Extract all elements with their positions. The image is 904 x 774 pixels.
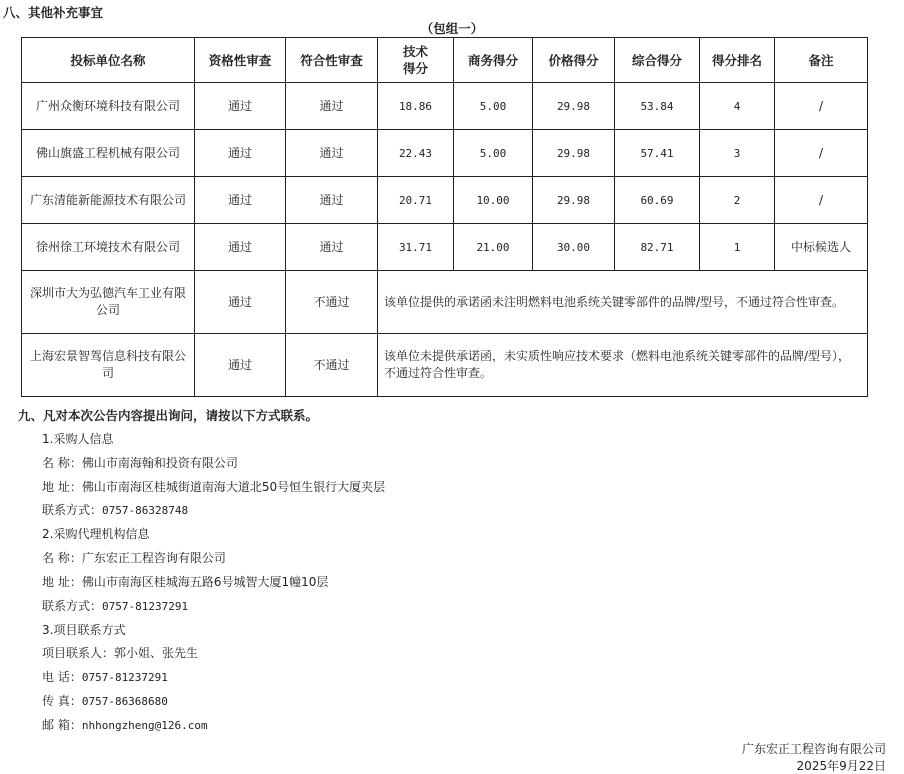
rejection-reason: 该单位未提供承诺函，未实质性响应技术要求（燃料电池系统关键零部件的品牌/型号），不通过符合性审查。: [378, 334, 868, 397]
compliance-result: 不通过: [286, 271, 378, 334]
project-heading: 3.项目联系方式: [42, 623, 126, 637]
qualification-result: 通过: [195, 177, 286, 224]
label: 项目联系人：: [42, 646, 115, 660]
remark: /: [775, 83, 868, 130]
project-tel: 0757-81237291: [81, 671, 168, 684]
rank: 2: [700, 177, 775, 224]
tech-score: 31.71: [378, 224, 454, 271]
label: 地 址：: [42, 480, 82, 494]
project-tel-line: [42, 668, 168, 685]
purchaser-address: 佛山市南海区桂城街道南海大道北50号恒生银行大厦夹层: [81, 480, 386, 494]
section-9-title: 九、凡对本次公告内容提出询问，请按以下方式联系。: [18, 408, 319, 423]
package-subtitle: （包组一）: [420, 21, 484, 36]
rank: 3: [700, 130, 775, 177]
label: 传 真：: [42, 694, 82, 708]
agency-phone-line: [42, 597, 188, 614]
qualification-result: 通过: [195, 271, 286, 334]
remark: 中标候选人: [775, 224, 868, 271]
signature-company: 广东宏正工程咨询有限公司: [741, 742, 886, 756]
header-price-score: 价格得分: [533, 38, 615, 83]
table-row: [22, 83, 868, 130]
total-score: 57.41: [615, 130, 700, 177]
purchaser-phone: 0757-86328748: [102, 504, 189, 517]
qualification-result: 通过: [195, 224, 286, 271]
bidder-name: 广州众衡环境科技有限公司: [22, 83, 195, 130]
project-email: nhhongzheng@126.com: [81, 719, 208, 732]
bidder-name: 广东清能新能源技术有限公司: [22, 177, 195, 224]
qualification-result: 通过: [195, 130, 286, 177]
compliance-result: 通过: [286, 224, 378, 271]
price-score: 29.98: [533, 177, 615, 224]
table-row: [22, 130, 868, 177]
business-score: 5.00: [454, 130, 533, 177]
label: 联系方式：: [42, 599, 103, 613]
header-bidder: 投标单位名称: [22, 38, 195, 83]
compliance-result: 通过: [286, 83, 378, 130]
table-row: [22, 271, 868, 334]
label: 联系方式：: [42, 503, 103, 517]
table-row: [22, 224, 868, 271]
rank: 4: [700, 83, 775, 130]
tech-score: 22.43: [378, 130, 454, 177]
agency-address-line: [42, 573, 328, 590]
bidder-name: 徐州徐工环境技术有限公司: [22, 224, 195, 271]
purchaser-address-line: [42, 478, 385, 495]
table-header-row: [22, 38, 868, 83]
table-row: [22, 334, 868, 397]
tech-score: 20.71: [378, 177, 454, 224]
header-qualification: 资格性审查: [195, 38, 286, 83]
purchaser-phone-line: [42, 501, 188, 518]
project-fax-line: [42, 692, 168, 709]
compliance-result: 通过: [286, 177, 378, 224]
project-contact: 郭小姐、张先生: [114, 646, 199, 660]
label: 地 址：: [42, 575, 82, 589]
bidder-name: 佛山旗盛工程机械有限公司: [22, 130, 195, 177]
rank: 1: [700, 224, 775, 271]
agency-name: 广东宏正工程咨询有限公司: [81, 551, 226, 565]
header-remark: 备注: [775, 38, 868, 83]
label: 名 称：: [42, 456, 82, 470]
purchaser-name-line: [42, 454, 238, 471]
bid-results-table: [21, 37, 868, 397]
agency-heading: 2.采购代理机构信息: [42, 527, 150, 541]
section-8-title: 八、其他补充事宜: [3, 5, 104, 20]
total-score: 53.84: [615, 83, 700, 130]
agency-name-line: [42, 549, 226, 566]
label: 邮 箱：: [42, 718, 82, 732]
business-score: 10.00: [454, 177, 533, 224]
qualification-result: 通过: [195, 83, 286, 130]
header-business-score: 商务得分: [454, 38, 533, 83]
label: 电 话：: [42, 670, 82, 684]
business-score: 21.00: [454, 224, 533, 271]
purchaser-heading: 1.采购人信息: [42, 432, 114, 446]
price-score: 29.98: [533, 83, 615, 130]
qualification-result: 通过: [195, 334, 286, 397]
compliance-result: 不通过: [286, 334, 378, 397]
signature-date: 2025年9月22日: [796, 759, 886, 773]
header-total-score: 综合得分: [615, 38, 700, 83]
tech-score: 18.86: [378, 83, 454, 130]
compliance-result: 通过: [286, 130, 378, 177]
project-email-line: [42, 716, 208, 733]
bidder-name: 深圳市大为弘德汽车工业有限公司: [22, 271, 195, 334]
agency-phone: 0757-81237291: [102, 600, 189, 613]
header-tech-score: 技术 得分: [378, 38, 454, 83]
table-row: [22, 177, 868, 224]
total-score: 82.71: [615, 224, 700, 271]
remark: /: [775, 130, 868, 177]
remark: /: [775, 177, 868, 224]
purchaser-name: 佛山市南海翰和投资有限公司: [81, 456, 238, 470]
bidder-name: 上海宏景智驾信息科技有限公司: [22, 334, 195, 397]
total-score: 60.69: [615, 177, 700, 224]
price-score: 29.98: [533, 130, 615, 177]
agency-address: 佛山市南海区桂城海五路6号城智大厦1幢10层: [81, 575, 329, 589]
header-rank: 得分排名: [700, 38, 775, 83]
price-score: 30.00: [533, 224, 615, 271]
header-compliance: 符合性审查: [286, 38, 378, 83]
business-score: 5.00: [454, 83, 533, 130]
label: 名 称：: [42, 551, 82, 565]
rejection-reason: 该单位提供的承诺函未注明燃料电池系统关键零部件的品牌/型号，不通过符合性审查。: [378, 271, 868, 334]
project-fax: 0757-86368680: [81, 695, 168, 708]
project-contact-line: [42, 644, 198, 661]
